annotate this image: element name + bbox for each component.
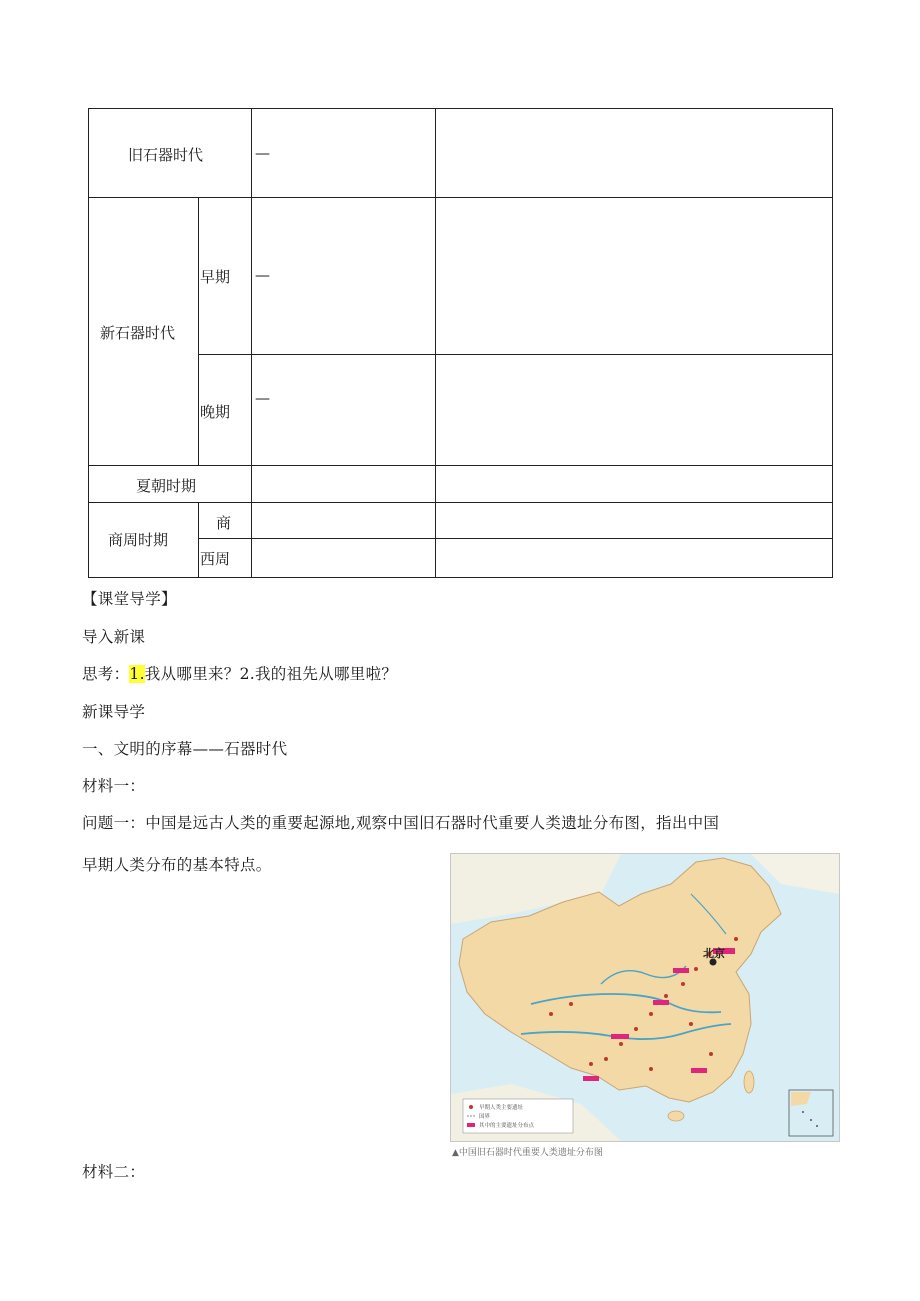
question-one-line2: 早期人类分布的基本特点。	[82, 856, 272, 874]
table-row-divider	[88, 502, 833, 503]
table-col-divider	[435, 108, 436, 578]
era-table	[88, 108, 833, 578]
think-prefix: 思考：	[82, 665, 130, 683]
western-zhou-label: 西周	[200, 550, 231, 568]
map-legend-item: 早期人类主要遗址	[479, 1105, 524, 1111]
table-border-top	[88, 108, 833, 109]
new-lesson-heading: 新课导学	[82, 703, 146, 721]
paleolithic-label: 旧石器时代	[128, 146, 204, 164]
think-q1-number: 1.	[129, 665, 145, 683]
think-q1-text: 我从哪里来？	[144, 665, 240, 683]
material-one-label: 材料一：	[82, 777, 146, 795]
table-col-divider	[251, 108, 252, 578]
question-one-line1: 问题一：中国是远古人类的重要起源地,观察中国旧石器时代重要人类遗址分布图，指出中国	[82, 814, 720, 832]
beijing-label: 北京	[703, 947, 725, 960]
neolithic-early-label: 早期	[200, 268, 231, 286]
think-q2: 2.我的祖先从哪里啦？	[239, 665, 398, 683]
paleolithic-dash: —	[255, 144, 270, 162]
map-legend-item: 其中的主要遗址分布点	[479, 1123, 535, 1129]
table-row-divider	[198, 538, 833, 539]
table-border-bottom	[88, 577, 833, 578]
topic-heading: 一、文明的序幕——石器时代	[82, 740, 288, 758]
neolithic-label: 新石器时代	[100, 324, 176, 342]
table-row-divider	[198, 354, 833, 355]
map-legend-item: 国界	[479, 1114, 491, 1120]
map-caption: ▲中国旧石器时代重要人类遗址分布图	[452, 1148, 603, 1158]
table-row-divider	[88, 197, 833, 198]
table-col-divider	[198, 502, 199, 578]
xia-label: 夏朝时期	[136, 477, 197, 495]
table-border-right	[832, 108, 833, 578]
china-paleolithic-map	[450, 853, 840, 1142]
section-heading: 【课堂导学】	[82, 590, 177, 608]
neolithic-late-label: 晚期	[200, 403, 231, 421]
neolithic-early-dash: —	[255, 266, 270, 284]
neolithic-late-dash: —	[255, 389, 270, 407]
material-two-label: 材料二：	[82, 1163, 146, 1181]
think-question	[82, 662, 397, 684]
table-row-divider	[88, 465, 833, 466]
map-graphic	[451, 854, 839, 1141]
shang-label: 商	[216, 514, 232, 532]
table-border-left	[88, 108, 89, 578]
intro-heading: 导入新课	[82, 628, 146, 646]
table-col-divider	[198, 197, 199, 466]
shangzhou-label: 商周时期	[108, 531, 169, 549]
